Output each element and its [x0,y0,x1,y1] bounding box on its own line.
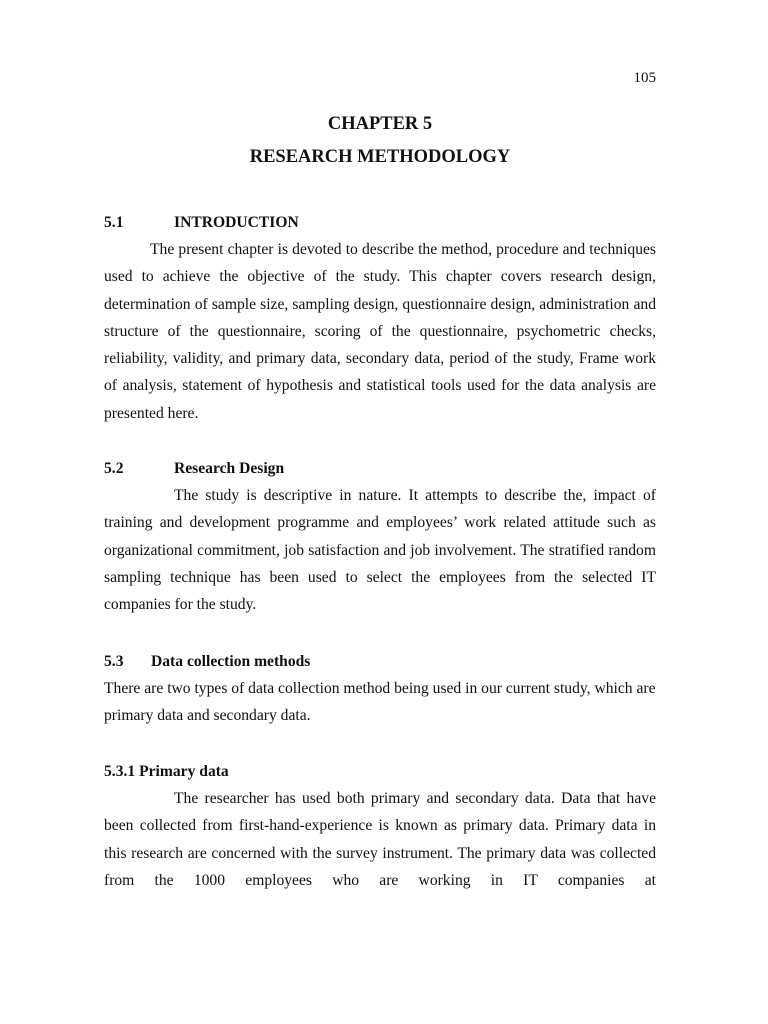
section-title: Research Design [174,460,285,477]
chapter-subtitle: RESEARCH METHODOLOGY [249,147,511,167]
section-paragraph: The researcher has used both primary and secondary data. Data that have been collected from first-hand-experience is known as primary data. Primary data in this research are concerned with the survey instrument. The primary data was collected from the 1000 employees who are working in IT companies at [104,790,656,889]
section-heading [104,209,656,236]
section-paragraph: The study is descriptive in nature. It attempts to describe the, impact of training and development programme and employees’ work related attitude such as organizational commitment, job satisfaction and job involvement. The stratified random sampling technique has been used to select the employees from the selected IT companies for the study. [104,487,656,614]
section-paragraph: There are two types of data collection method being used in our current study, which are primary data and secondary data. [104,680,656,725]
section-5-3 [104,648,656,730]
section-5-1 [104,209,656,427]
section-heading [104,648,656,675]
section-title: Data collection methods [151,653,311,670]
section-heading [104,455,656,482]
section-number: 5.1 [104,214,124,231]
subsection-heading: 5.3.1 Primary data [104,763,229,780]
section-5-3-1 [104,758,656,894]
section-5-2 [104,455,656,618]
section-paragraph: The present chapter is devoted to describe the method, procedure and techniques used to achieve the objective of the study. This chapter covers research design, determination of sample size, sampling design, questionnaire design, administration and structure of the questionnaire, scoring of the questionnaire, psychometric checks, reliability, validity, and primary data, secondary data, period of the study, Frame work of analysis, statement of hypothesis and statistical tools used for the data analysis are presented here. [104,241,656,422]
page-number: 105 [633,70,656,86]
section-number: 5.2 [104,460,124,477]
chapter-title: CHAPTER 5 [327,114,433,134]
section-number: 5.3 [104,653,124,670]
section-title: INTRODUCTION [174,214,299,231]
